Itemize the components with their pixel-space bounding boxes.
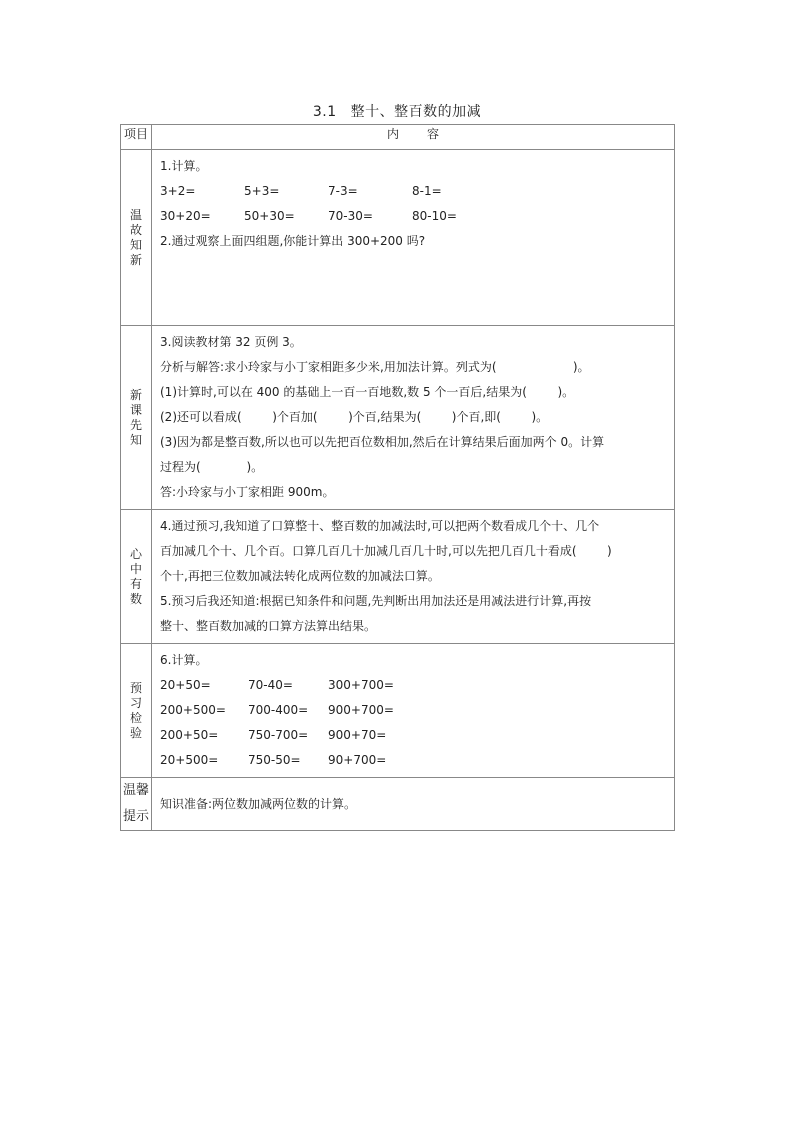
section-label: 预习检验 [121, 644, 152, 778]
calc-item: 20+500= [160, 753, 219, 767]
calc-item: 50+30= [244, 209, 295, 223]
calc-item: 80-10= [412, 209, 457, 223]
text-line: 整十、整百数加减的口算方法算出结果。 [160, 619, 377, 633]
text-line: (2)还可以看成( )个百加( )个百,结果为( )个百,即( )。 [160, 410, 549, 424]
text-line: (3)因为都是整百数,所以也可以先把百位数相加,然后在计算结果后面加两个 0。计算 [160, 435, 605, 449]
section-label: 新课先知 [121, 326, 152, 510]
calc-item: 7-3= [328, 184, 358, 198]
section-content [152, 644, 675, 778]
calc-item: 900+700= [328, 703, 394, 717]
text-line: (1)计算时,可以在 400 的基础上一百一百地数,数 5 个一百后,结果为( )。 [160, 385, 575, 399]
calc-item: 700-400= [248, 703, 309, 717]
text-line: 答:小玲家与小丁家相距 900m。 [160, 485, 335, 499]
header-content-a: 内 [386, 127, 399, 141]
calc-row [160, 698, 668, 723]
text-line: 百加减几个十、几个百。口算几百几十加减几百几十时,可以先把几百几十看成( ) [160, 544, 612, 558]
section-number: 3.1 [312, 104, 337, 120]
header-row [121, 125, 675, 150]
section-content [152, 510, 675, 644]
calc-item: 900+70= [328, 728, 387, 742]
section-wengu [121, 150, 675, 326]
calc-row [160, 204, 668, 229]
calc-item: 200+500= [160, 703, 226, 717]
calc-row [160, 723, 668, 748]
section-content [152, 326, 675, 510]
calc-item: 8-1= [412, 184, 442, 198]
calc-item: 200+50= [160, 728, 219, 742]
section-content [152, 778, 675, 831]
calc-item: 70-40= [248, 678, 293, 692]
calc-item: 3+2= [160, 184, 196, 198]
text-line: 分析与解答:求小玲家与小丁家相距多少米,用加法计算。列式为( )。 [160, 360, 590, 374]
header-content-b: 容 [427, 127, 440, 141]
calc-item: 70-30= [328, 209, 373, 223]
calc-item: 300+700= [328, 678, 394, 692]
header-content [152, 125, 675, 150]
text-line: 5.预习后我还知道:根据已知条件和问题,先判断出用加法还是用减法进行计算,再按 [160, 594, 592, 608]
section-label: 温馨提示 [121, 778, 152, 831]
calc-item: 30+20= [160, 209, 211, 223]
section-xinke [121, 326, 675, 510]
question-title: 6.计算。 [160, 653, 208, 667]
page-title [0, 101, 794, 121]
calc-item: 5+3= [244, 184, 280, 198]
calc-item: 20+50= [160, 678, 211, 692]
text-line: 个十,再把三位数加减法转化成两位数的加减法口算。 [160, 569, 440, 583]
tip-text: 知识准备:两位数加减两位数的计算。 [160, 796, 357, 811]
question-text: 2.通过观察上面四组题,你能计算出 300+200 吗? [160, 234, 426, 248]
header-item: 项目 [121, 125, 152, 150]
text-line: 过程为( )。 [160, 460, 264, 474]
section-yuxi [121, 644, 675, 778]
section-tips [121, 778, 675, 831]
calc-item: 90+700= [328, 753, 387, 767]
section-content [152, 150, 675, 326]
section-label: 心中有数 [121, 510, 152, 644]
calc-row [160, 673, 668, 698]
calc-item: 750-50= [248, 753, 301, 767]
title-text: 整十、整百数的加减 [350, 104, 482, 120]
section-xinzhong [121, 510, 675, 644]
calc-row [160, 179, 668, 204]
calc-row [160, 748, 668, 773]
text-line: 4.通过预习,我知道了口算整十、整百数的加减法时,可以把两个数看成几个十、几个 [160, 519, 600, 533]
section-label: 温故知新 [121, 150, 152, 326]
calc-item: 750-700= [248, 728, 309, 742]
study-guide-table [120, 124, 675, 831]
question-title: 1.计算。 [160, 159, 208, 173]
text-line: 3.阅读教材第 32 页例 3。 [160, 335, 302, 349]
